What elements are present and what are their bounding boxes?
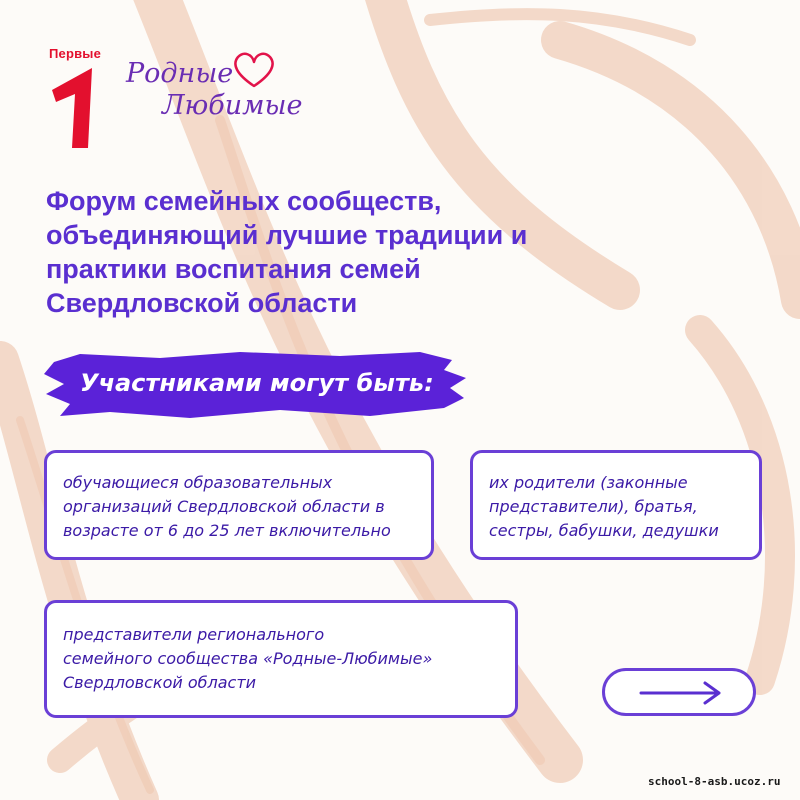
participant-card-students: [44, 450, 434, 560]
card-text-line: сестры, бабушки, дедушки: [489, 521, 719, 540]
heart-icon: [230, 50, 278, 90]
card-text-line: представители), братья,: [489, 497, 698, 516]
card-text-line: возрасте от 6 до 25 лет включительно: [63, 521, 391, 540]
participant-card-community: [44, 600, 518, 718]
card-text-line: представители регионального: [63, 625, 325, 644]
logo-lyubimye-text: Любимые: [162, 90, 303, 121]
headline-line: Свердловской области: [46, 288, 358, 318]
pervye-logo: [48, 46, 108, 150]
arrow-right-icon: [639, 681, 723, 705]
card-text-line: их родители (законные: [489, 473, 688, 492]
rodnye-lyubimye-logo: [126, 56, 316, 136]
forum-headline: [46, 184, 686, 320]
number-one-logo-icon: [48, 64, 100, 148]
card-text-line: обучающиеся образовательных: [63, 473, 333, 492]
headline-line: практики воспитания семей: [46, 254, 421, 284]
participants-banner-text: Участниками могут быть:: [80, 369, 434, 397]
source-url-watermark: school-8-asb.ucoz.ru: [648, 775, 781, 788]
card-text-line: организаций Свердловской области в: [63, 497, 385, 516]
next-arrow-button[interactable]: [602, 668, 756, 716]
pervye-logo-text: Первые: [49, 46, 102, 61]
headline-line: Форум семейных сообществ,: [46, 186, 442, 216]
headline-line: объединяющий лучшие традиции и: [46, 220, 528, 250]
participant-card-relatives: [470, 450, 762, 560]
card-text-line: Свердловской области: [63, 673, 257, 692]
participants-banner: [40, 352, 470, 418]
card-text-line: семейного сообщества «Родные-Любимые»: [63, 649, 433, 668]
logo-rodnye-text: Родные: [126, 58, 234, 89]
